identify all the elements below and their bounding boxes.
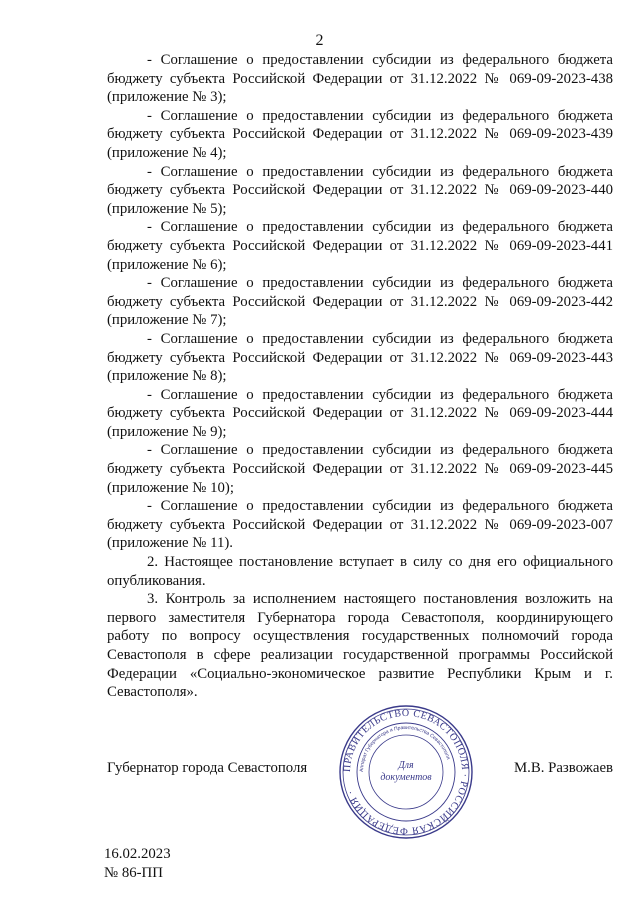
document-footer xyxy=(104,845,171,882)
agreement-item xyxy=(107,386,613,442)
agreement-annex: (приложение № 4); xyxy=(107,144,227,161)
signatory-name: М.В. Развожаев xyxy=(513,760,613,776)
document-date: 16.02.2023 xyxy=(104,846,171,862)
agreement-line: - Соглашение о предоставлении субсидии из федерального бюджета xyxy=(147,52,613,68)
agreement-item xyxy=(107,51,613,107)
agreement-line: бюджету субъекта Российской Федерации от 31.12.2022 № 069-09-2023-007 xyxy=(107,516,613,533)
signatory-title: Губернатор города Севастополя xyxy=(107,760,308,776)
agreement-item xyxy=(107,441,613,497)
agreement-line: бюджету субъекта Российской Федерации от 31.12.2022 № 069-09-2023-442 xyxy=(107,293,613,310)
agreement-line: - Соглашение о предоставлении субсидии из федерального бюджета xyxy=(147,275,613,292)
seal-outer-text: ПРАВИТЕЛЬСТВО СЕВАСТОПОЛЯ · РОССИЙСКАЯ ФЕДЕРАЦИЯ · xyxy=(341,707,471,837)
agreement-item xyxy=(107,330,613,386)
agreement-line: - Соглашение о предоставлении субсидии из федерального бюджета xyxy=(147,107,613,124)
agreement-annex: (приложение № 9); xyxy=(107,423,227,440)
page-number: 2 xyxy=(315,32,324,49)
agreement-annex: (приложение № 5); xyxy=(107,200,227,217)
agreement-item xyxy=(107,107,613,163)
clause-control: 3. Контроль за исполнением настоящего постановления возложить на первого заместителя Губернатора города Севастополя, координирующего работу по вопросу осуществления государственных полномочий города Севастополя в сфере реализации государственной программы Российской Федерации «Социально-экономическое развитие Республики Крым и г. Севастополя». xyxy=(107,591,613,701)
seal-center-line1: Для xyxy=(398,760,414,771)
document-number: № 86-ПП xyxy=(104,864,163,881)
official-seal xyxy=(338,704,474,840)
agreement-line: бюджету субъекта Российской Федерации от 31.12.2022 № 069-09-2023-441 xyxy=(107,237,613,254)
agreement-item xyxy=(107,274,613,330)
agreement-line: бюджету субъекта Российской Федерации от 31.12.2022 № 069-09-2023-438 xyxy=(107,70,613,87)
agreement-annex: (приложение № 11). xyxy=(107,535,233,552)
agreement-item xyxy=(107,497,613,553)
agreement-item xyxy=(107,218,613,274)
seal-center-line2: документов xyxy=(380,772,432,783)
agreement-annex: (приложение № 7); xyxy=(107,312,227,329)
clause-effective-date: 2. Настоящее постановление вступает в силу со дня его официального опубликования. xyxy=(107,554,613,589)
agreement-line: - Соглашение о предоставлении субсидии из федерального бюджета xyxy=(147,442,613,459)
agreement-annex: (приложение № 6); xyxy=(107,256,227,273)
agreement-line: бюджету субъекта Российской Федерации от 31.12.2022 № 069-09-2023-444 xyxy=(107,405,613,422)
agreement-line: - Соглашение о предоставлении субсидии из федерального бюджета xyxy=(147,330,613,347)
agreement-line: - Соглашение о предоставлении субсидии из федерального бюджета xyxy=(147,219,613,236)
agreement-line: - Соглашение о предоставлении субсидии из федерального бюджета xyxy=(147,163,613,180)
agreement-line: бюджету субъекта Российской Федерации от 31.12.2022 № 069-09-2023-443 xyxy=(107,349,613,366)
agreement-line: - Соглашение о предоставлении субсидии из федерального бюджета xyxy=(147,498,613,515)
agreement-line: бюджету субъекта Российской Федерации от 31.12.2022 № 069-09-2023-440 xyxy=(107,182,613,199)
agreement-annex: (приложение № 3); xyxy=(107,89,227,106)
agreement-annex: (приложение № 10); xyxy=(107,479,234,496)
agreement-annex: (приложение № 8); xyxy=(107,368,227,385)
agreement-line: бюджету субъекта Российской Федерации от 31.12.2022 № 069-09-2023-439 xyxy=(107,126,613,143)
agreement-line: бюджету субъекта Российской Федерации от 31.12.2022 № 069-09-2023-445 xyxy=(107,461,613,478)
agreements-list xyxy=(107,51,613,553)
agreement-item xyxy=(107,163,613,219)
seal-inner-text: Аппарат Губернатора и Правительства Севастополя xyxy=(358,724,452,773)
document-body xyxy=(107,51,613,702)
agreement-line: - Соглашение о предоставлении субсидии из федерального бюджета xyxy=(147,386,613,403)
